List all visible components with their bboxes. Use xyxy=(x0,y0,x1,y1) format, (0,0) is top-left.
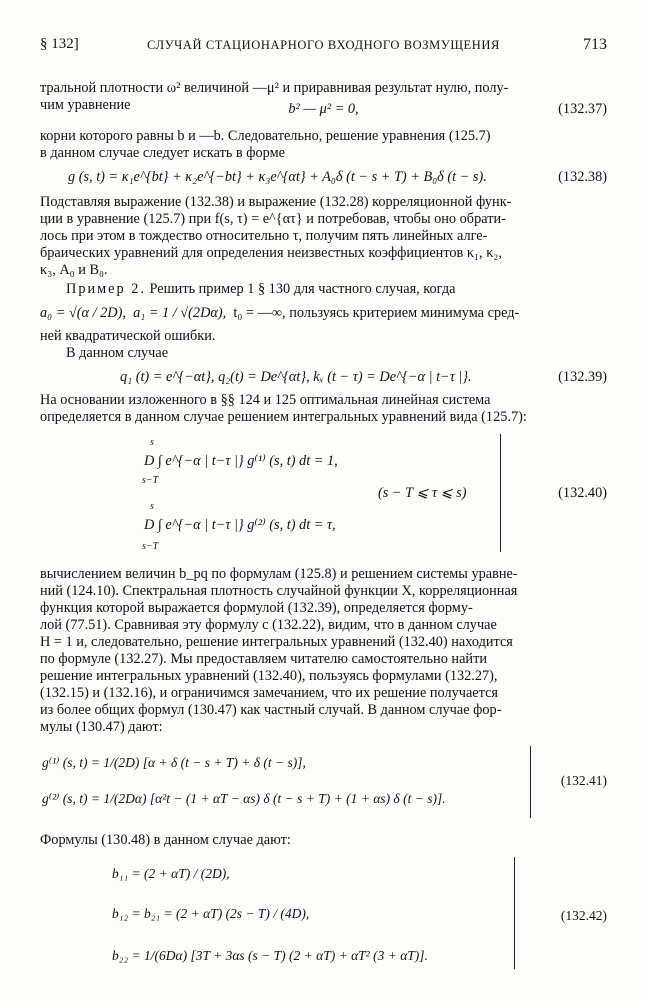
equation-132-42 xyxy=(40,853,607,979)
upper-limit: s xyxy=(150,501,154,512)
equation-line-1: b₁₁ = (2 + αT) / (2D), xyxy=(112,866,230,881)
param-a1: a₁ = 1 / √(2Dα), xyxy=(133,305,227,321)
right-brace xyxy=(506,857,515,969)
equation-number: (132.37) xyxy=(558,101,607,117)
paragraph-line: (132.15) и (132.16), и ограничимся замечанием, что их решение получается xyxy=(40,685,498,701)
paragraph-line: На основании изложенного в §§ 124 и 125 оптимальная линейная система xyxy=(40,392,491,408)
paragraph-line: В данном случае xyxy=(66,345,169,361)
lower-limit: s−T xyxy=(142,541,159,552)
paragraph-line: ции в уравнение (125.7) при f(s, τ) = e^{ατ} и потребовав, чтобы оно обрати- xyxy=(40,211,506,227)
paragraph-line: в данном случае следует искать в форме xyxy=(40,145,285,161)
paragraph-line: корни которого равны b и —b. Следовательно, решение уравнения (125.7) xyxy=(40,128,491,144)
lower-limit: s−T xyxy=(142,475,159,486)
example-text: t₀ = —∞, пользуясь критерием минимума сред- xyxy=(233,305,520,321)
example-line xyxy=(40,281,607,298)
paragraph-line: Формулы (130.48) в данном случае дают: xyxy=(40,832,291,848)
equation-line-2: g⁽²⁾ (s, t) = 1/(2Dα) [α²t − (1 + αT − αs) δ (t − s + T) + (1 + αs) δ (t − s)]. xyxy=(42,791,446,806)
book-page xyxy=(40,36,607,979)
paragraph-line: решение интегральных уравнений (132.40), пользуясь формулами (132.27), xyxy=(40,668,498,684)
equation-132-40 xyxy=(40,430,607,566)
equation-line-1: D ∫ e^{−α | t−τ |} g⁽¹⁾ (s, t) dt = 1, xyxy=(144,453,338,469)
example-label: Пример 2. xyxy=(66,281,146,297)
equation-line-2: b₁₂ = b₂₁ = (2 + αT) (2s − T) / (4D), xyxy=(112,906,310,921)
header-section: § 132] xyxy=(40,36,79,52)
equation-line-3: b₂₂ = 1/(6Dα) [3T + 3αs (s − T) (2 + αT) + αT² (3 + αT)]. xyxy=(112,948,428,963)
equation-number: (132.42) xyxy=(560,908,607,923)
equation-132-37 xyxy=(40,100,607,122)
paragraph-line: лой (77.51). Сравнивая эту формулу с (132.22), видим, что в данном случае xyxy=(40,617,497,633)
equation-number: (132.41) xyxy=(560,773,607,788)
equation-body: q₁ (t) = e^{−αt}, q₂(t) = De^{αt}, kₓ (t − τ) = De^{−α | t−τ |}. xyxy=(120,369,472,385)
paragraph-line: Подставляя выражение (132.38) и выражение (132.28) корреляционной функ- xyxy=(40,194,512,210)
equation-132-39 xyxy=(40,368,607,392)
example-params-line xyxy=(40,298,607,328)
paragraph-line: κ₃, A₀ и B₀. xyxy=(40,262,108,278)
upper-limit: s xyxy=(150,437,154,448)
equation-number: (132.39) xyxy=(558,369,607,385)
paragraph-line: из более общих формул (130.47) как частный случай. В данном случае фор- xyxy=(40,702,502,718)
paragraph-line: вычислением величин b_pq по формулам (125.8) и решением системы уравне- xyxy=(40,566,518,582)
header-title: СЛУЧАЙ СТАЦИОНАРНОГО ВХОДНОГО ВОЗМУЩЕНИЯ xyxy=(147,38,500,52)
equation-body: b² — μ² = 0, xyxy=(288,101,359,117)
equation-body: g (s, t) = κ₁e^{bt} + κ₂e^{−bt} + κ₃e^{αt} + A₀δ (t − s + T) + B₀δ (t − s). xyxy=(68,169,487,185)
paragraph-line: браических уравнений для определения неизвестных коэффициентов κ₁, κ₂, xyxy=(40,245,502,261)
running-header xyxy=(40,36,607,60)
paragraph-line: лось при этом в тождество относительно τ, получим пять линейных алге- xyxy=(40,228,488,244)
paragraph-line: по формуле (132.27). Мы предоставляем читателю самостоятельно найти xyxy=(40,651,487,667)
page-number: 713 xyxy=(583,36,607,53)
paragraph-line: тральной плотности ω² величиной —μ² и приравнивая результат нулю, полу- xyxy=(40,80,509,96)
equation-line-1: g⁽¹⁾ (s, t) = 1/(2D) [α + δ (t − s + T) + δ (t − s)], xyxy=(42,755,306,770)
paragraph-line: чим уравнение xyxy=(40,97,131,113)
equation-number: (132.40) xyxy=(558,485,607,501)
example-text: Решить пример 1 § 130 для частного случая, когда xyxy=(149,281,456,297)
equation-number: (132.38) xyxy=(558,169,607,185)
paragraph-line: ней квадратической ошибки. xyxy=(40,328,216,344)
paragraph-line: мулы (130.47) дают: xyxy=(40,719,163,735)
right-brace xyxy=(522,746,531,818)
paragraph-line: определяется в данном случае решением интегральных уравнений вида (125.7): xyxy=(40,409,527,425)
equation-line-2: D ∫ e^{−α | t−τ |} g⁽²⁾ (s, t) dt = τ, xyxy=(144,517,336,533)
condition: (s − T ⩽ τ ⩽ s) xyxy=(378,485,467,501)
equation-132-38 xyxy=(40,168,607,192)
paragraph-line: ний (124.10). Спектральная плотность случайной функции X, корреляционная xyxy=(40,583,518,599)
param-a0: a₀ = √(α / 2D), xyxy=(40,305,126,321)
equation-132-41 xyxy=(40,746,607,824)
right-brace xyxy=(492,434,501,552)
paragraph-line: функция которой выражается формулой (132.39), определяется форму- xyxy=(40,600,473,616)
paragraph-line: H = 1 и, следовательно, решение интегральных уравнений (132.40) находится xyxy=(40,634,513,650)
